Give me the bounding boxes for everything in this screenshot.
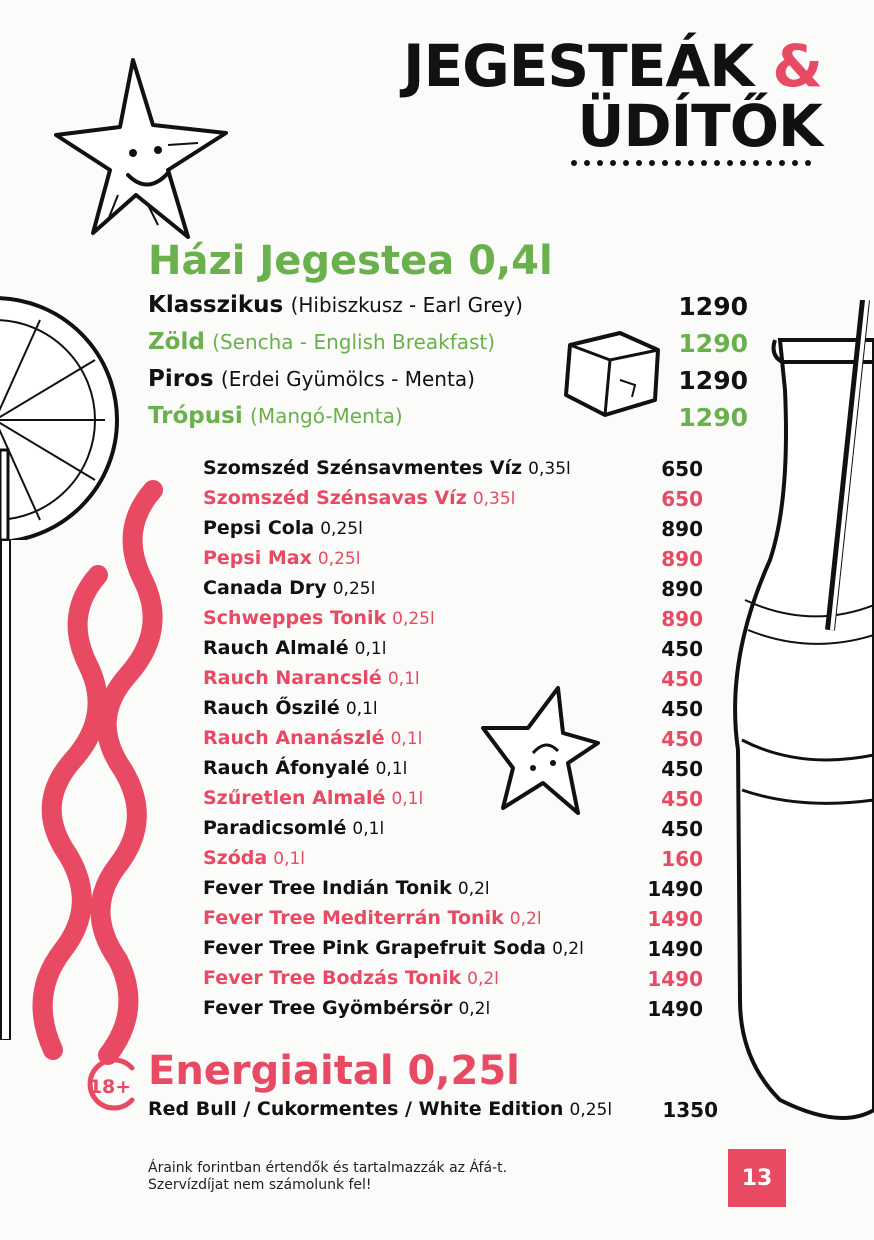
drink-volume: 0,2l xyxy=(457,879,490,899)
tea-price: 1290 xyxy=(678,403,748,432)
drink-volume: 0,1l xyxy=(345,699,378,719)
bottle-icon xyxy=(720,300,874,1240)
drink-name: Canada Dry xyxy=(203,577,327,599)
drink-price: 450 xyxy=(661,637,703,661)
drink-price: 650 xyxy=(661,487,703,511)
footer-note xyxy=(148,1160,507,1194)
drink-name: Rauch Ananászlé xyxy=(203,727,385,749)
drink-volume: 0,35l xyxy=(472,489,516,509)
drink-name: Szomszéd Szénsavmentes Víz xyxy=(203,457,523,479)
drink-item xyxy=(203,817,703,847)
drink-price: 1490 xyxy=(647,967,703,991)
drink-price: 450 xyxy=(661,697,703,721)
drink-item xyxy=(203,637,703,667)
drink-name: Rauch Áfonyalé xyxy=(203,757,370,779)
drink-item xyxy=(203,607,703,637)
drink-item xyxy=(203,487,703,517)
drink-volume: 0,1l xyxy=(390,729,423,749)
straw-icon xyxy=(0,540,14,1040)
drink-item xyxy=(203,877,703,907)
drink-volume: 0,1l xyxy=(354,639,387,659)
footer-line1: Áraink forintban értendők és tartalmazzák az Áfá-t. xyxy=(148,1160,508,1176)
drink-price: 1490 xyxy=(647,937,703,961)
drink-price: 1490 xyxy=(647,997,703,1021)
energy-volume: 0,25l xyxy=(569,1100,613,1120)
drink-price: 1490 xyxy=(647,877,703,901)
tea-name: Klasszikus xyxy=(148,292,284,318)
footer-line2: Szervízdíjat nem számolunk fel! xyxy=(148,1177,372,1193)
drink-item xyxy=(203,937,703,967)
tea-desc: (Sencha - English Breakfast) xyxy=(212,330,496,354)
drink-item xyxy=(203,517,703,547)
drink-volume: 0,25l xyxy=(320,519,363,539)
title-line1: JEGESTEÁK xyxy=(402,32,754,100)
drink-price: 890 xyxy=(661,607,703,631)
drink-name: Rauch Narancslé xyxy=(203,667,382,689)
drink-volume: 0,2l xyxy=(467,969,499,989)
star-smiley-icon xyxy=(48,55,233,245)
drink-price: 450 xyxy=(661,667,703,691)
drink-name: Fever Tree Pink Grapefruit Soda xyxy=(203,937,547,959)
drink-name: Schweppes Tonik xyxy=(203,607,387,629)
drink-name: Rauch Almalé xyxy=(203,637,349,659)
drink-item xyxy=(203,847,703,877)
tea-name: Trópusi xyxy=(148,403,243,429)
drink-price: 890 xyxy=(661,547,703,571)
drink-name: Fever Tree Bodzás Tonik xyxy=(203,967,462,989)
energy-heading: Energiaital 0,25l xyxy=(148,1048,520,1094)
drink-volume: 0,2l xyxy=(458,999,491,1019)
tea-price: 1290 xyxy=(678,366,748,395)
drink-name: Szóda xyxy=(203,847,268,869)
tea-price: 1290 xyxy=(678,329,748,358)
tea-heading: Házi Jegestea 0,4l xyxy=(148,238,553,284)
drink-name: Pepsi Cola xyxy=(203,517,315,539)
drink-volume: 0,1l xyxy=(273,849,306,869)
drink-volume: 0,2l xyxy=(552,939,584,959)
drink-price: 890 xyxy=(661,577,703,601)
drink-item xyxy=(203,967,703,997)
drink-item xyxy=(203,547,703,577)
page-title xyxy=(402,32,822,160)
drink-price: 160 xyxy=(661,847,703,871)
drink-name: Paradicsomlé xyxy=(203,817,347,839)
drink-item xyxy=(203,457,703,487)
squiggle-straw-icon xyxy=(28,470,178,1070)
drink-volume: 0,25l xyxy=(317,549,361,569)
title-line2: ÜDÍTŐK xyxy=(577,92,822,160)
age-badge-text: 18+ xyxy=(88,1076,132,1098)
energy-name: Red Bull / Cukormentes / White Edition xyxy=(148,1098,564,1120)
drink-price: 450 xyxy=(661,787,703,811)
drink-item xyxy=(203,667,703,697)
drink-volume: 0,25l xyxy=(332,579,376,599)
tea-item xyxy=(148,329,748,365)
tea-name: Piros xyxy=(148,366,214,392)
tea-item xyxy=(148,292,748,328)
drink-name: Szomszéd Szénsavas Víz xyxy=(203,487,467,509)
drink-price: 450 xyxy=(661,757,703,781)
drink-item xyxy=(203,907,703,937)
drink-name: Fever Tree Indián Tonik xyxy=(203,877,452,899)
energy-item xyxy=(148,1098,718,1120)
drink-price: 890 xyxy=(661,517,703,541)
drink-volume: 0,1l xyxy=(387,669,420,689)
tea-price: 1290 xyxy=(678,292,748,321)
dotted-divider xyxy=(570,158,820,168)
drink-name: Szűretlen Almalé xyxy=(203,787,386,809)
tea-item xyxy=(148,366,748,402)
drink-item xyxy=(203,577,703,607)
drink-volume: 0,1l xyxy=(375,759,408,779)
tea-name: Zöld xyxy=(148,329,205,355)
drink-price: 450 xyxy=(661,727,703,751)
drink-item xyxy=(203,727,703,757)
tea-item xyxy=(148,403,748,439)
drink-name: Fever Tree Mediterrán Tonik xyxy=(203,907,504,929)
drink-name: Rauch Őszilé xyxy=(203,697,340,719)
drink-item xyxy=(203,697,703,727)
drink-volume: 0,2l xyxy=(509,909,542,929)
drink-price: 1490 xyxy=(647,907,703,931)
drink-price: 650 xyxy=(661,457,703,481)
drink-volume: 0,25l xyxy=(392,609,435,629)
tea-desc: (Mangó-Menta) xyxy=(250,404,403,428)
drink-item xyxy=(203,787,703,817)
page-number: 13 xyxy=(728,1149,786,1207)
drink-name: Fever Tree Gyömbérsör xyxy=(203,997,453,1019)
drink-volume: 0,1l xyxy=(391,789,424,809)
drink-volume: 0,1l xyxy=(352,819,385,839)
age-restriction-icon xyxy=(80,1056,140,1112)
tea-desc: (Erdei Gyümölcs - Menta) xyxy=(220,367,475,391)
drink-item xyxy=(203,997,703,1027)
energy-price: 1350 xyxy=(662,1098,718,1122)
tea-desc: (Hibiszkusz - Earl Grey) xyxy=(290,293,523,317)
drink-item xyxy=(203,757,703,787)
drink-name: Pepsi Max xyxy=(203,547,312,569)
title-ampersand: & xyxy=(772,32,822,100)
drink-volume: 0,35l xyxy=(528,459,571,479)
drink-price: 450 xyxy=(661,817,703,841)
